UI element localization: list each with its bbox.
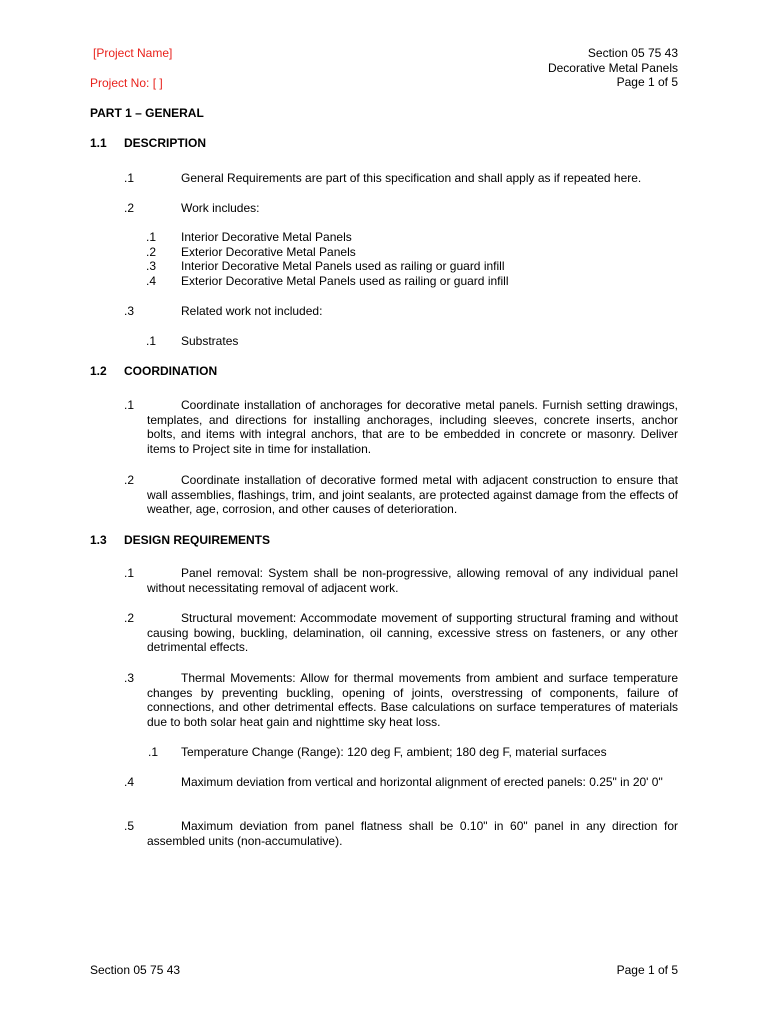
- section-1-2-title: COORDINATION: [124, 364, 218, 378]
- part-heading: PART 1 – GENERAL: [90, 106, 204, 120]
- header-page: Page 1 of 5: [616, 75, 678, 90]
- s11-p2-item-3-number: .3: [146, 259, 157, 273]
- s12-p2-number: .2: [124, 473, 135, 487]
- section-1-1-number: 1.1: [90, 136, 107, 150]
- s13-p1-number: .1: [124, 566, 135, 580]
- footer-page: Page 1 of 5: [616, 963, 678, 977]
- s13-p4-text: Maximum deviation from vertical and horizontal alignment of erected panels: 0.25" in 20' 0": [181, 775, 663, 789]
- s11-p3-item-1-number: .1: [146, 334, 157, 348]
- s11-p1-number: .1: [124, 171, 135, 185]
- s11-p2-item-1-number: .1: [146, 230, 157, 244]
- s11-p2-item-4-text: Exterior Decorative Metal Panels used as railing or guard infill: [181, 274, 509, 288]
- s13-p3-number: .3: [124, 671, 135, 685]
- s11-p2-number: .2: [124, 201, 135, 215]
- header-right: [548, 46, 678, 90]
- header-section: Section 05 75 43: [587, 46, 678, 60]
- s11-p3-item-1-text: Substrates: [181, 334, 239, 348]
- s11-p2-item-2-text: Exterior Decorative Metal Panels: [181, 245, 356, 259]
- s12-p1-number: .1: [124, 398, 135, 412]
- section-1-3-title: DESIGN REQUIREMENTS: [124, 533, 271, 547]
- s13-p1-text: Panel removal: System shall be non-progressive, allowing removal of any individual panel without necessitating removal of adjacent work.: [147, 566, 678, 595]
- s12-p1-text: Coordinate installation of anchorages for decorative metal panels. Furnish setting drawings, templates, and directions for installing anchorages, including sleeves, concrete inserts, anchor bolts, and items with integral anchors, that are to be embedded in concrete or masonry. Deliver items to Project site in time for installation.: [147, 398, 678, 456]
- project-number: Project No: [ ]: [90, 76, 163, 90]
- s13-p5-text: Maximum deviation from panel flatness shall be 0.10" in 60" panel in any direction for assembled units (non-accumulative).: [147, 819, 678, 848]
- s13-p2-text: Structural movement: Accommodate movement of supporting structural framing and without causing bowing, buckling, delamination, oil canning, excessive stress on fasteners, or any other detrimental effects.: [147, 611, 678, 655]
- s11-p2-item-3-text: Interior Decorative Metal Panels used as railing or guard infill: [181, 259, 505, 273]
- project-name: [Project Name]: [93, 46, 173, 60]
- s13-p3-text: Thermal Movements: Allow for thermal movements from ambient and surface temperature changes by preventing buckling, opening of joints, overstressing of components, failure of connections, and other detrimental effects. Base calculations on surface temperatures of materials due to both solar heat gain and nighttime sky heat loss.: [147, 671, 678, 729]
- s13-p4-number: .4: [124, 775, 135, 789]
- s11-p2-item-4-number: .4: [146, 274, 157, 288]
- header-title: Decorative Metal Panels: [547, 60, 678, 75]
- s11-p2-item-2-number: .2: [146, 245, 157, 259]
- s13-p5-number: .5: [124, 819, 135, 833]
- section-1-3-number: 1.3: [90, 533, 107, 547]
- s11-p3-text: Related work not included:: [181, 304, 323, 318]
- s12-p2-text: Coordinate installation of decorative formed metal with adjacent construction to ensure that wall assemblies, flashings, trim, and joint sealants, are protected against damage from the effects of weather, age, corrosion, and other causes of deterioration.: [147, 473, 678, 517]
- footer-section: Section 05 75 43: [90, 963, 181, 977]
- s13-p3-item-1-text: Temperature Change (Range): 120 deg F, ambient; 180 deg F, material surfaces: [181, 745, 607, 759]
- s11-p3-number: .3: [124, 304, 135, 318]
- s11-p2-text: Work includes:: [181, 201, 260, 215]
- s11-p1-text: General Requirements are part of this specification and shall apply as if repeated here.: [181, 171, 642, 185]
- s13-p3-item-1-number: .1: [148, 745, 159, 759]
- section-1-2-number: 1.2: [90, 364, 107, 378]
- section-1-1-title: DESCRIPTION: [124, 136, 207, 150]
- s11-p2-item-1-text: Interior Decorative Metal Panels: [181, 230, 352, 244]
- s13-p2-number: .2: [124, 611, 135, 625]
